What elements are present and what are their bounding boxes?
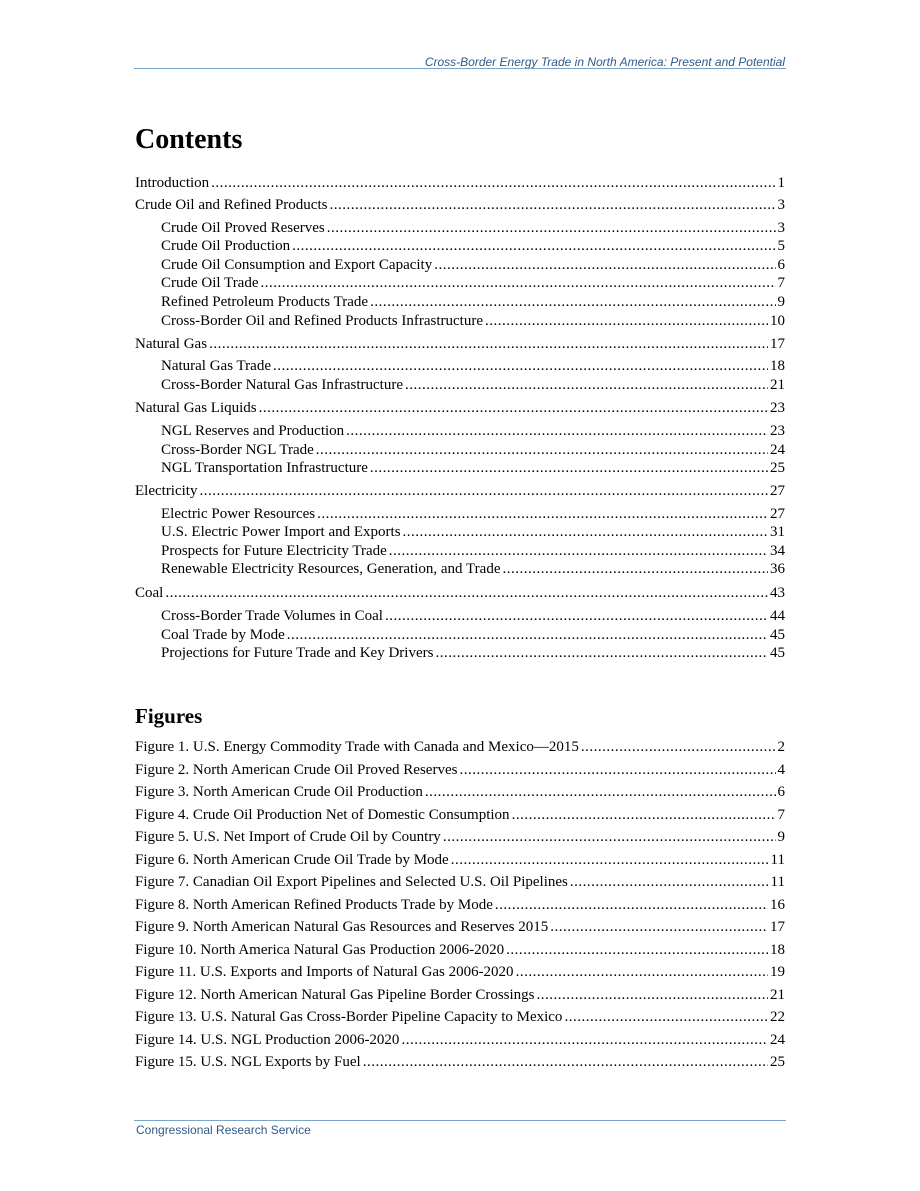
dot-leader: [385, 607, 768, 625]
toc-entry-page: 25: [770, 1054, 785, 1070]
toc-entry-page: 6: [777, 257, 785, 273]
toc-entry-label: Projections for Future Trade and Key Drivers: [161, 645, 434, 661]
dot-leader: [259, 399, 768, 417]
dot-leader: [443, 828, 776, 846]
toc-entry-page: 10: [770, 313, 785, 329]
dot-leader: [435, 644, 768, 662]
dot-leader: [403, 523, 768, 541]
toc-entry-label: Figure 15. U.S. NGL Exports by Fuel: [135, 1054, 361, 1070]
toc-entry-page: 17: [770, 336, 785, 352]
toc-entry-page: 18: [770, 358, 785, 374]
toc-entry-label: Refined Petroleum Products Trade: [161, 294, 369, 310]
dot-leader: [512, 806, 776, 824]
dot-leader: [165, 584, 768, 602]
toc-entry[interactable]: [135, 174, 785, 192]
toc-entry-label: Crude Oil and Refined Products: [135, 197, 328, 213]
toc-entry[interactable]: [135, 896, 785, 914]
toc-entry[interactable]: [135, 293, 785, 311]
toc-entry[interactable]: [135, 256, 785, 274]
dot-leader: [506, 941, 768, 959]
dot-leader: [459, 761, 775, 779]
toc-entry[interactable]: [135, 1008, 785, 1026]
toc-entry-page: 3: [777, 220, 785, 236]
toc-entry-page: 9: [777, 829, 785, 845]
dot-leader: [550, 918, 768, 936]
dot-leader: [317, 505, 768, 523]
dot-leader: [485, 312, 768, 330]
dot-leader: [329, 196, 775, 214]
toc-entry-label: Crude Oil Trade: [161, 275, 259, 291]
dot-leader: [199, 482, 768, 500]
toc-entry-label: Figure 7. Canadian Oil Export Pipelines and Selected U.S. Oil Pipelines: [135, 874, 568, 890]
toc-entry-label: Figure 5. U.S. Net Import of Crude Oil by Country: [135, 829, 441, 845]
toc-entry-page: 44: [770, 608, 785, 624]
toc-entry[interactable]: [135, 828, 785, 846]
toc-entry-label: NGL Reserves and Production: [161, 423, 345, 439]
dot-leader: [273, 357, 768, 375]
toc-entry-label: Figure 13. U.S. Natural Gas Cross-Border Pipeline Capacity to Mexico: [135, 1009, 563, 1025]
toc-entry-page: 11: [770, 851, 785, 868]
toc-entry-page: 2: [777, 739, 785, 755]
toc-entry-page: 31: [770, 524, 785, 540]
dot-leader: [370, 459, 768, 477]
toc-entry-page: 45: [770, 627, 785, 643]
toc-entry-label: Figure 8. North American Refined Products Trade by Mode: [135, 896, 493, 913]
toc-entry-page: 11: [770, 874, 785, 890]
toc-entry-page: 7: [777, 806, 785, 823]
toc-entry-page: 27: [770, 506, 785, 522]
dot-leader: [434, 256, 775, 274]
dot-leader: [405, 376, 768, 394]
dot-leader: [316, 441, 768, 459]
toc-entry-page: 21: [770, 986, 785, 1003]
toc-entry-label: Natural Gas: [135, 336, 208, 352]
toc-entry[interactable]: [135, 274, 785, 292]
toc-entry[interactable]: [135, 738, 785, 756]
toc-entry[interactable]: [135, 523, 785, 541]
toc-entry-page: 19: [770, 964, 785, 980]
dot-leader: [211, 174, 775, 192]
toc-entry-label: Figure 2. North American Crude Oil Proved Reserves: [135, 761, 458, 778]
toc-entry[interactable]: [135, 963, 785, 981]
toc-entry-label: Figure 4. Crude Oil Production Net of Domestic Consumption: [135, 806, 510, 823]
toc-entry-label: Natural Gas Trade: [161, 358, 271, 374]
dot-leader: [389, 542, 768, 560]
toc-entry-label: Figure 14. U.S. NGL Production 2006-2020: [135, 1031, 400, 1048]
dot-leader: [261, 274, 776, 292]
toc-entry-page: 34: [770, 543, 785, 559]
toc-entry[interactable]: [135, 584, 785, 602]
toc-entry-page: 9: [777, 294, 785, 310]
toc-entry[interactable]: [135, 542, 785, 560]
toc-entry[interactable]: [135, 482, 785, 500]
toc-entry[interactable]: [135, 1053, 785, 1071]
toc-entry[interactable]: [135, 560, 785, 578]
dot-leader: [570, 873, 769, 891]
toc-entry-label: Figure 3. North American Crude Oil Production: [135, 784, 423, 800]
running-header: Cross-Border Energy Trade in North America: Present and Potential: [424, 55, 785, 69]
toc-entry-label: Figure 1. U.S. Energy Commodity Trade with Canada and Mexico—2015: [135, 739, 579, 755]
dot-leader: [401, 1031, 768, 1049]
toc-entry-label: Coal: [135, 585, 164, 601]
toc-entry-page: 5: [777, 238, 785, 254]
contents-heading: Contents: [135, 124, 243, 155]
toc-entry[interactable]: [135, 399, 785, 417]
toc-entry-page: 45: [770, 645, 785, 661]
toc-entry-page: 24: [770, 1031, 785, 1048]
dot-leader: [346, 422, 768, 440]
toc-entry[interactable]: [135, 626, 785, 644]
toc-entry-page: 27: [770, 483, 785, 499]
toc-entry[interactable]: [135, 376, 785, 394]
toc-entry-page: 25: [770, 460, 785, 476]
header-rule: [134, 68, 786, 69]
toc-entry-page: 43: [770, 585, 785, 601]
dot-leader: [425, 783, 776, 801]
toc-entry[interactable]: [135, 941, 785, 959]
toc-entry-label: Figure 11. U.S. Exports and Imports of Natural Gas 2006-2020: [135, 964, 514, 980]
toc-entry-page: 23: [770, 400, 785, 416]
dot-leader: [581, 738, 776, 756]
footer-rule: [134, 1120, 786, 1121]
dot-leader: [363, 1053, 768, 1071]
toc-entry[interactable]: [135, 219, 785, 237]
toc-entry[interactable]: [135, 357, 785, 375]
toc-entry-label: Cross-Border Oil and Refined Products Infrastructure: [161, 313, 484, 329]
toc-entry-label: Cross-Border Natural Gas Infrastructure: [161, 377, 403, 393]
toc-entry-label: Coal Trade by Mode: [161, 627, 285, 643]
toc-entry-page: 17: [770, 919, 785, 935]
toc-entry-label: Natural Gas Liquids: [135, 400, 257, 416]
toc-entry-label: Figure 6. North American Crude Oil Trade by Mode: [135, 851, 449, 868]
toc-entry-label: Prospects for Future Electricity Trade: [161, 543, 387, 559]
toc-entry-page: 21: [770, 377, 785, 393]
toc-entry-page: 3: [777, 197, 785, 213]
toc-entry[interactable]: [135, 607, 785, 625]
toc-entry-label: Crude Oil Production: [161, 238, 291, 254]
toc-entry-page: 6: [777, 784, 785, 800]
dot-leader: [292, 237, 775, 255]
toc-entry-label: Figure 9. North American Natural Gas Resources and Reserves 2015: [135, 919, 549, 935]
toc-entry[interactable]: [135, 441, 785, 459]
toc-entry[interactable]: [135, 918, 785, 936]
toc-entry[interactable]: [135, 761, 785, 779]
toc-entry[interactable]: [135, 783, 785, 801]
dot-leader: [327, 219, 776, 237]
dot-leader: [495, 896, 768, 914]
dot-leader: [287, 626, 768, 644]
toc-entry-label: Introduction: [135, 175, 210, 191]
footer-org: Congressional Research Service: [136, 1123, 311, 1137]
dot-leader: [370, 293, 775, 311]
dot-leader: [537, 986, 768, 1004]
toc-entry[interactable]: [135, 459, 785, 477]
toc-entry-label: Cross-Border Trade Volumes in Coal: [161, 608, 383, 624]
toc-entry[interactable]: [135, 851, 785, 869]
toc-entry-label: Crude Oil Proved Reserves: [161, 220, 325, 236]
toc-entry[interactable]: [135, 986, 785, 1004]
toc-entry[interactable]: [135, 644, 785, 662]
toc-entry-label: NGL Transportation Infrastructure: [161, 460, 368, 476]
dot-leader: [564, 1008, 768, 1026]
figures-heading: Figures: [135, 704, 203, 728]
toc-entry-label: Renewable Electricity Resources, Generation, and Trade: [161, 561, 501, 577]
toc-entry-label: Electric Power Resources: [161, 506, 316, 522]
toc-entry-label: U.S. Electric Power Import and Exports: [161, 524, 401, 540]
dot-leader: [516, 963, 768, 981]
toc-entry-page: 22: [770, 1009, 785, 1025]
toc-entry-page: 7: [777, 275, 785, 291]
toc-entry[interactable]: [135, 335, 785, 353]
toc-entry-page: 24: [770, 442, 785, 458]
toc-entry[interactable]: [135, 1031, 785, 1049]
toc-entry-page: 16: [770, 896, 785, 913]
toc-entry-page: 18: [770, 941, 785, 958]
toc-entry-label: Electricity: [135, 483, 198, 499]
toc-entry[interactable]: [135, 873, 785, 891]
toc-entry-page: 1: [777, 175, 785, 191]
toc-entry[interactable]: [135, 422, 785, 440]
dot-leader: [209, 335, 768, 353]
toc-entry[interactable]: [135, 505, 785, 523]
toc-entry-page: 23: [770, 423, 785, 439]
toc-entry-label: Figure 12. North American Natural Gas Pipeline Border Crossings: [135, 986, 535, 1003]
dot-leader: [451, 851, 769, 869]
toc-entry-label: Figure 10. North America Natural Gas Production 2006-2020: [135, 941, 505, 958]
toc-entry[interactable]: [135, 806, 785, 824]
toc-entry-label: Crude Oil Consumption and Export Capacity: [161, 257, 433, 273]
toc-entry-page: 36: [770, 561, 785, 577]
dot-leader: [502, 560, 768, 578]
toc-entry[interactable]: [135, 196, 785, 214]
toc-entry-page: 4: [777, 761, 785, 778]
toc-entry-label: Cross-Border NGL Trade: [161, 442, 314, 458]
toc-entry[interactable]: [135, 312, 785, 330]
toc-entry[interactable]: [135, 237, 785, 255]
